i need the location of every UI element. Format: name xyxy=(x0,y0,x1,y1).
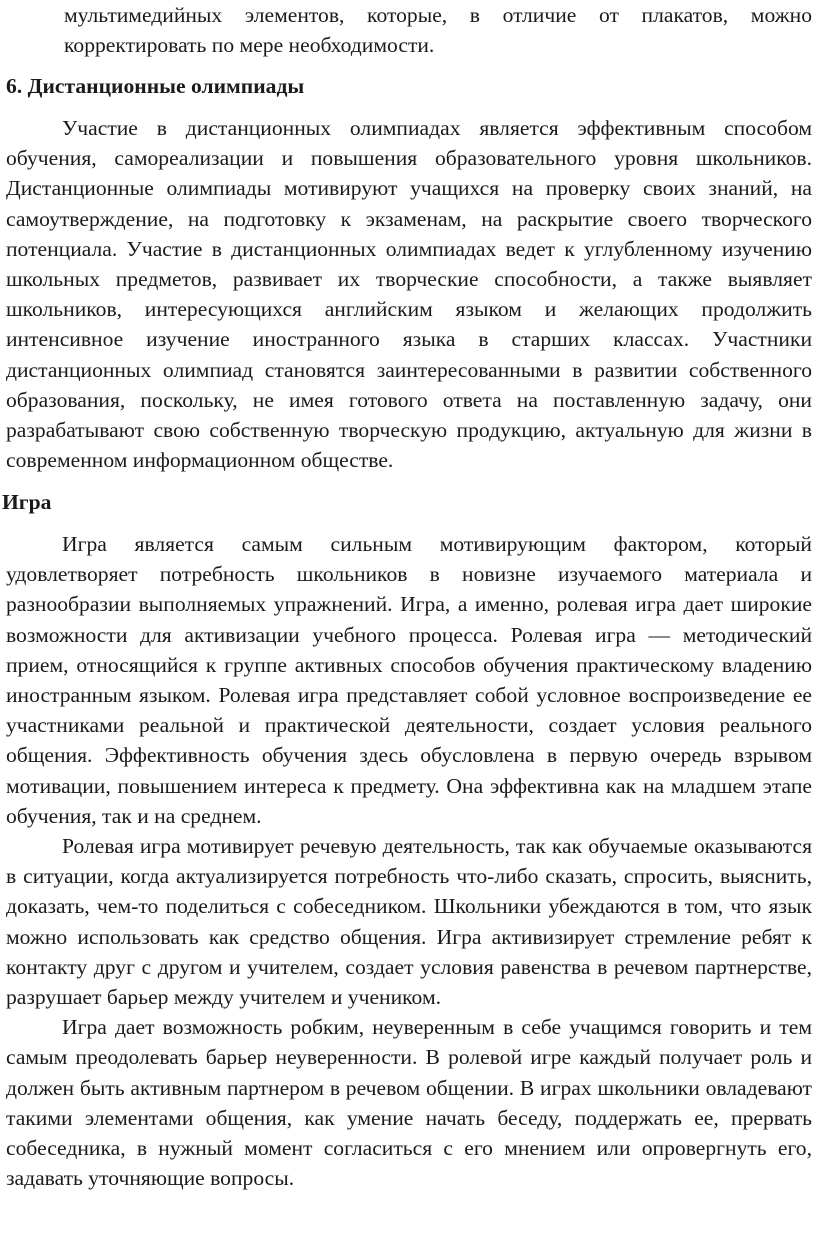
section-olympiads-body xyxy=(6,113,812,475)
section-heading-game: Игра xyxy=(2,490,52,514)
paragraph-game-1: Игра является самым сильным мотивирующим фактором, который удовлетворяет потребность школьников в новизне изучаемого материала и разнообразии выполняемых упражнений. Игра, а именно, ролевая игра дает широкие возможности для активизации учебного процесса. Ролевая игра — методический прием, относящийся к группе активных способов обучения практическому владению иностранным языком. Ролевая игра представляет собой условное воспроизведение ее участниками реальной и практической деятельности, создает условия реального общения. Эффективность обучения здесь обусловлена в первую очередь взрывом мотивации, повышением интереса к предмету. Она эффективна как на младшем этапе обучения, так и на среднем. xyxy=(6,532,812,828)
paragraph-game-3: Игра дает возможность робким, неуверенным в себе учащимся говорить и тем самым преодолевать барьер неуверенности. В ролевой игре каждый получает роль и должен быть активным партнером в речевом общении. В играх школьники овладевают такими элементами общения, как умение начать беседу, поддержать ее, прервать собеседника, в нужный момент согласиться с его мнением или опровергнуть его, задавать уточняющие вопросы. xyxy=(6,1015,812,1191)
paragraph-game-2: Ролевая игра мотивирует речевую деятельность, так как обучаемые оказываются в ситуации, когда актуализируется потребность что-либо сказать, спросить, выяснить, доказать, чем-то поделиться с собеседником. Школьники убеждаются в том, что язык можно использовать как средство общения. Игра активизирует стремление ребят к контакту друг с другом и учителем, создает условия равенства в речевом партнерстве, разрушает барьер между учителем и учеником. xyxy=(6,834,812,1010)
intro-paragraph: мультимедийных элементов, которые, в отличие от плакатов, можно корректировать по мере необходимости. xyxy=(64,3,812,57)
paragraph-olympiads: Участие в дистанционных олимпиадах является эффективным способом обучения, самореализации и повышения образовательного уровня школьников. Дистанционные олимпиады мотивируют учащихся на проверку своих знаний, на самоутверждение, на подготовку к экзаменам, на раскрытие своего творческого потенциала. Участие в дистанционных олимпиадах ведет к углубленному изучению школьных предметов, развивает их творческие способности, а также выявляет школьников, интересующихся английским языком и желающих продолжить интенсивное изучение иностранного языка в старших классах. Участники дистанционных олимпиад становятся заинтересованными в развитии собственного образования, поскольку, не имея готового ответа на поставленную задачу, они разрабатывают свою собственную творческую продукцию, актуальную для жизни в современном информационном обществе. xyxy=(6,116,812,473)
document-page xyxy=(2,0,812,1191)
section-game-body xyxy=(6,529,812,1193)
section-heading-olympiads: 6. Дистанционные олимпиады xyxy=(6,74,305,98)
